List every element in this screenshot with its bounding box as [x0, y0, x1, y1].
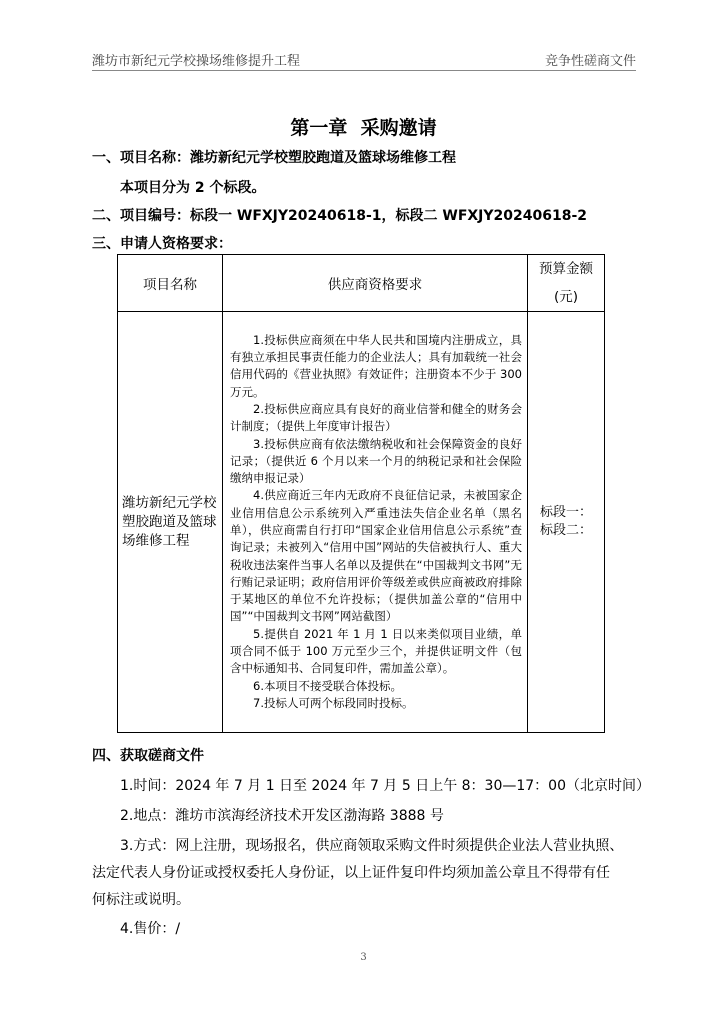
project-name-cell: 潍坊新纪元学校塑胶跑道及篮球场维修工程	[118, 312, 223, 733]
page-header	[92, 50, 636, 70]
section4-place: 2.地点：潍坊市滨海经济技术开发区渤海路 3888 号	[120, 808, 444, 824]
requirements-cell	[223, 312, 528, 733]
table-header-row	[118, 255, 605, 312]
col-header-project: 项目名称	[118, 255, 223, 312]
col-header-budget-line2: (元)	[553, 289, 579, 305]
table-row	[118, 312, 605, 733]
section4-method-line1: 3.方式：网上注册，现场报名，供应商领取采购文件时须提供企业法人营业执照、	[120, 838, 624, 854]
requirement-item: 7.投标人可两个标段同时投标。	[253, 695, 414, 710]
requirement-item: 1.投标供应商须在中华人民共和国境内注册成立，具有独立承担民事责任能力的企业法人；具有加载统一社会信用代码的《营业执照》有效证件；注册资本不少于 300 万元。	[230, 332, 522, 399]
col-header-budget	[528, 255, 605, 312]
section2-heading: 二、项目编号：标段一 WFXJY20240618-1，标段二 WFXJY20240618-2	[92, 208, 588, 224]
section1-heading: 一、项目名称：潍坊新纪元学校塑胶跑道及篮球场维修工程	[92, 150, 456, 166]
col-header-requirements: 供应商资格要求	[223, 255, 528, 312]
section4-method-line2: 法定代表人身份证或授权委托人身份证，以上证件复印件均须加盖公章且不得带有任	[92, 865, 610, 881]
section1-note: 本项目分为 2 个标段。	[120, 180, 266, 196]
header-project-title: 潍坊市新纪元学校操场维修提升工程	[92, 54, 301, 69]
col-header-budget-line1: 预算金额	[539, 261, 593, 277]
section3-heading: 三、申请人资格要求：	[92, 236, 232, 252]
requirement-item: 5.提供自 2021 年 1 月 1 日以来类似项目业绩，单项合同不低于 100 万元至少三个，并提供证明文件（包含中标通知书、合同复印件，需加盖公章）。	[230, 626, 522, 676]
section4-time: 1.时间：2024 年 7 月 1 日至 2024 年 7 月 5 日上午 8：30—17：00（北京时间）	[120, 778, 650, 794]
requirement-item: 2.投标供应商应具有良好的商业信誉和健全的财务会计制度；（提供上年度审计报告）	[230, 401, 522, 434]
budget-lot2: 标段二：	[539, 523, 592, 538]
budget-lot1: 标段一：	[539, 505, 592, 520]
qualification-table	[117, 254, 605, 733]
section4-price: 4.售价：/	[120, 921, 181, 937]
chapter-title: 第一章 采购邀请	[290, 117, 437, 139]
requirement-item: 3.投标供应商有依法缴纳税收和社会保障资金的良好记录；（提供近 6 个月以来一个月的纳税记录和社会保险缴纳申报记录）	[230, 436, 522, 486]
section4-heading: 四、获取磋商文件	[92, 748, 204, 764]
section4-method-line3: 何标注或说明。	[92, 892, 190, 908]
requirement-item: 6.本项目不接受联合体投标。	[253, 678, 402, 693]
requirement-item: 4.供应商近三年内无政府不良征信记录，未被国家企业信用信息公示系统列入严重违法失信企业名单（黑名单），供应商需自行打印“国家企业信用信息公示系统”查询记录；未被列入“信用中国”网站的失信被执行人、重大税收违法案件当事人名单以及提供在“中国裁判文书网”无行贿记录证明；政府信用评价等级差或供应商被政府排除于某地区的单位不允许投标；（提供加盖公章的“信用中国”“中国裁判文书网”网站截图）	[230, 488, 522, 624]
header-document-type: 竞争性磋商文件	[544, 54, 636, 69]
budget-cell	[528, 312, 605, 733]
page-number: 3	[360, 952, 367, 963]
header-divider	[92, 70, 636, 71]
